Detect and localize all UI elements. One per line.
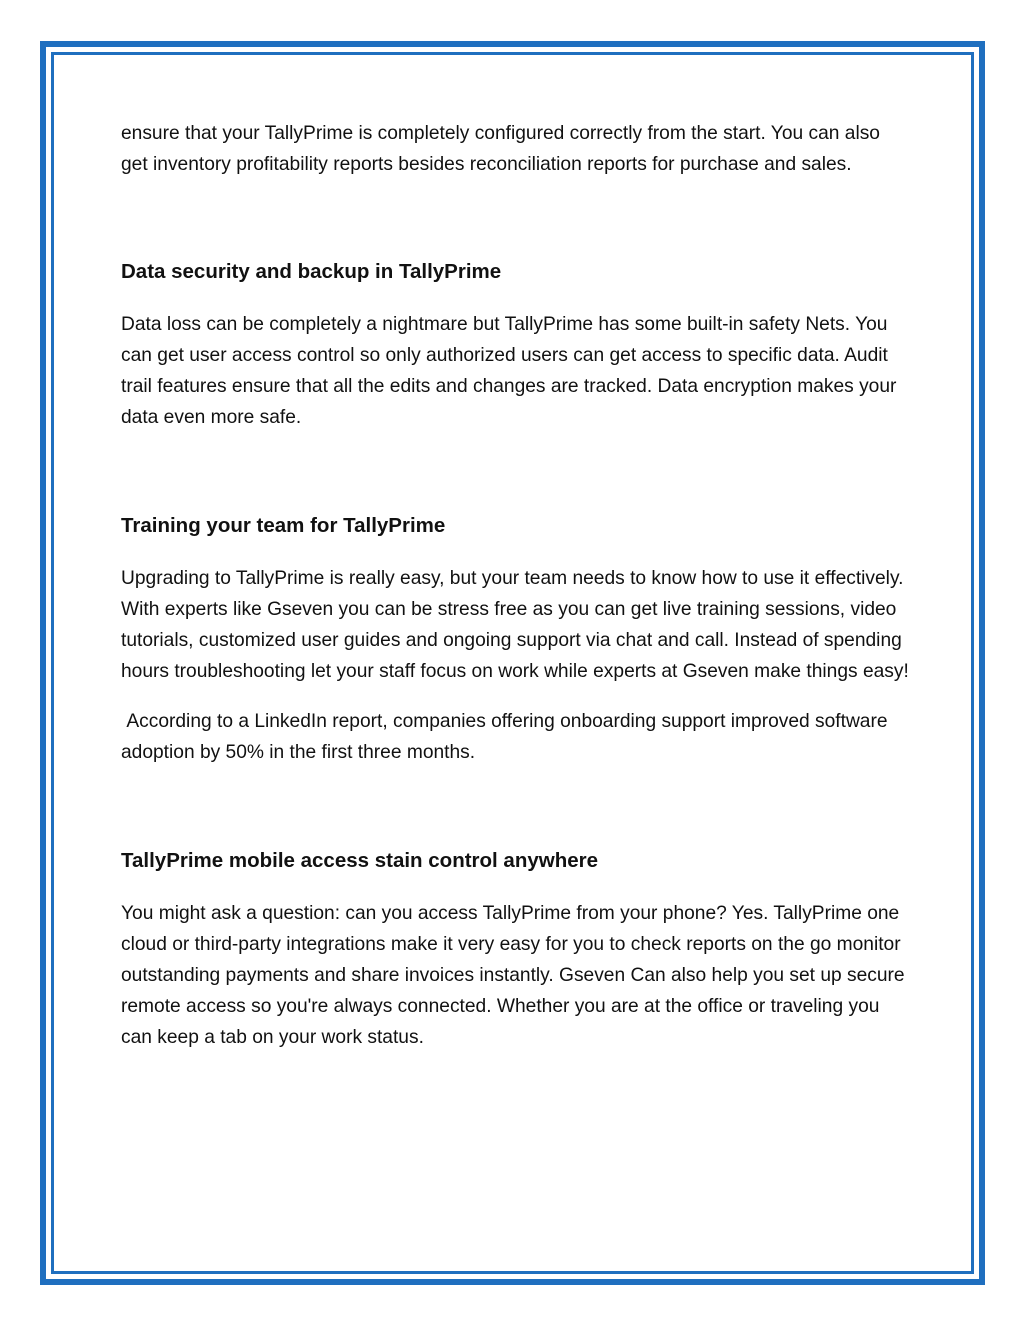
intro-paragraph: ensure that your TallyPrime is completely configured correctly from the start. You can also get inventory profitability reports besides reconciliation reports for purchase and sales.	[121, 123, 880, 175]
section-paragraph: You might ask a question: can you access TallyPrime from your phone? Yes. TallyPrime one cloud or third-party integrations make it very easy for you to check reports on the go monitor outstanding payments and share invoices instantly. Gseven Can also help you set up secure remote access so you're always connected. Whether you are at the office or traveling you can keep a tab on your work status.	[121, 903, 905, 1048]
section-heading: Data security and backup in TallyPrime	[121, 260, 502, 283]
document-body	[121, 118, 911, 1053]
section-paragraph: According to a LinkedIn report, companies offering onboarding support improved software adoption by 50% in the first three months.	[121, 711, 893, 763]
section-training	[121, 513, 911, 768]
section-paragraph: Upgrading to TallyPrime is really easy, but your team needs to know how to use it effectively. With experts like Gseven you can be stress free as you can get live training sessions, video tutorials, customized user guides and ongoing support via chat and call. Instead of spending hours troubleshooting let your staff focus on work while experts at Gseven make things easy!	[121, 568, 909, 682]
section-data-security	[121, 259, 911, 433]
section-paragraph: Data loss can be completely a nightmare but TallyPrime has some built-in safety Nets. You can get user access control so only authorized users can get access to specific data. Audit trail features ensure that all the edits and changes are tracked. Data encryption makes your data even more safe.	[121, 314, 897, 428]
section-heading: TallyPrime mobile access stain control anywhere	[121, 849, 599, 872]
section-mobile-access	[121, 848, 911, 1053]
section-heading: Training your team for TallyPrime	[121, 514, 446, 537]
